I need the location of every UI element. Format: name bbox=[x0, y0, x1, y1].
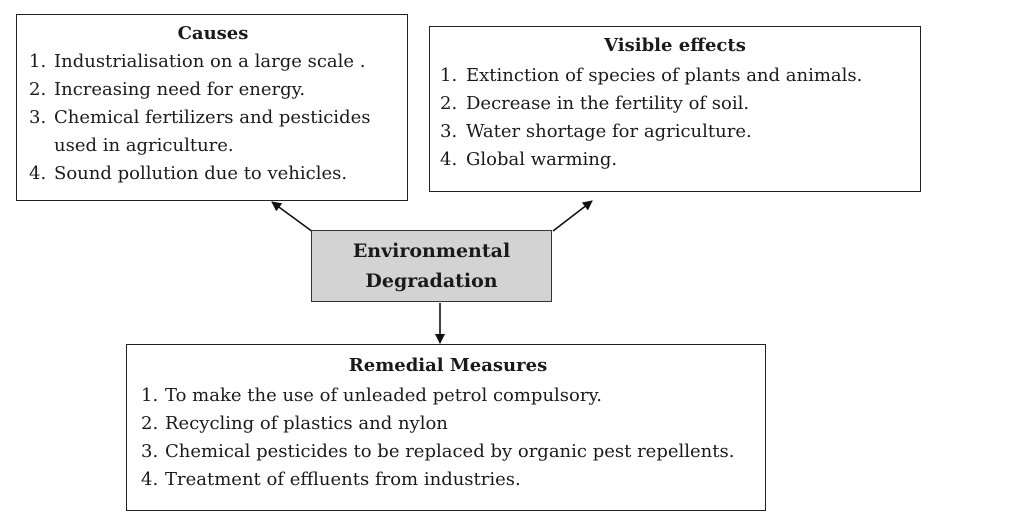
list-item bbox=[29, 160, 397, 188]
causes-box bbox=[16, 14, 408, 201]
item-text: Increasing need for energy. bbox=[54, 79, 306, 100]
item-text: Water shortage for agriculture. bbox=[466, 121, 752, 142]
environmental-degradation-node bbox=[311, 230, 552, 302]
list-item bbox=[29, 48, 397, 76]
item-text: Recycling of plastics and nylon bbox=[165, 413, 448, 434]
list-item bbox=[29, 76, 397, 104]
item-number: 3. bbox=[440, 121, 458, 142]
item-number: 3. bbox=[141, 441, 159, 462]
item-number: 4. bbox=[440, 149, 458, 170]
list-item bbox=[440, 118, 910, 146]
remedies-list bbox=[141, 382, 755, 494]
remedies-title: Remedial Measures bbox=[348, 355, 548, 376]
list-item bbox=[440, 62, 910, 90]
arrow-to-effects bbox=[553, 201, 592, 231]
visible-effects-box bbox=[429, 26, 921, 192]
list-item bbox=[440, 90, 910, 118]
list-item bbox=[440, 146, 910, 174]
list-item bbox=[141, 382, 755, 410]
effects-title: Visible effects bbox=[604, 35, 746, 56]
item-text: Chemical pesticides to be replaced by organic pest repellents. bbox=[165, 441, 735, 462]
item-number: 2. bbox=[141, 413, 159, 434]
item-text: Industrialisation on a large scale . bbox=[54, 51, 366, 72]
center-label-line2: Degradation bbox=[365, 270, 498, 292]
item-number: 1. bbox=[29, 51, 47, 72]
item-text: Decrease in the fertility of soil. bbox=[466, 93, 750, 114]
list-item bbox=[141, 438, 755, 466]
item-text: Sound pollution due to vehicles. bbox=[54, 163, 348, 184]
item-number: 1. bbox=[440, 65, 458, 86]
item-text: Chemical fertilizers and pesticides used in agriculture. bbox=[54, 107, 371, 156]
item-number: 4. bbox=[141, 469, 159, 490]
center-label bbox=[353, 236, 510, 296]
remedial-measures-box bbox=[126, 344, 766, 511]
item-text: To make the use of unleaded petrol compulsory. bbox=[165, 385, 602, 406]
causes-title: Causes bbox=[177, 23, 249, 44]
item-number: 3. bbox=[29, 107, 47, 128]
list-item bbox=[29, 104, 397, 160]
center-label-line1: Environmental bbox=[352, 240, 511, 262]
item-number: 2. bbox=[440, 93, 458, 114]
item-text: Treatment of effluents from industries. bbox=[165, 469, 521, 490]
item-text: Extinction of species of plants and animals. bbox=[466, 65, 863, 86]
item-number: 2. bbox=[29, 79, 47, 100]
item-number: 1. bbox=[141, 385, 159, 406]
list-item bbox=[141, 466, 755, 494]
item-number: 4. bbox=[29, 163, 47, 184]
arrow-to-causes bbox=[272, 202, 313, 232]
causes-list bbox=[29, 48, 397, 188]
item-text: Global warming. bbox=[466, 149, 618, 170]
list-item bbox=[141, 410, 755, 438]
effects-list bbox=[440, 62, 910, 174]
